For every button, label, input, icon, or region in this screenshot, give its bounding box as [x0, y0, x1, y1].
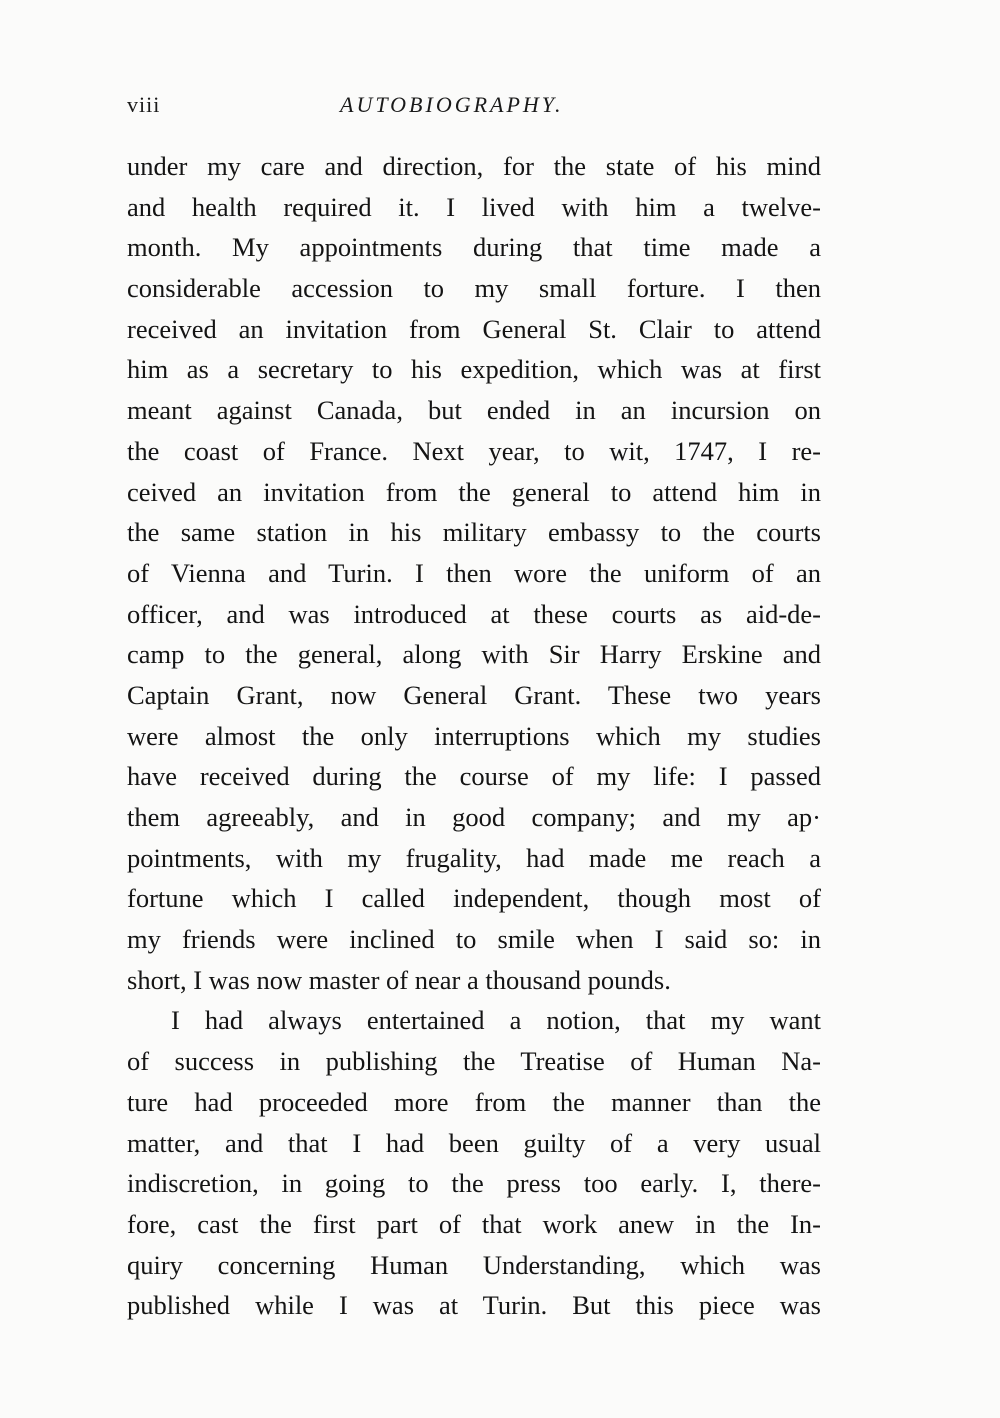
- text-line: the same station in his military embassy to the courts: [127, 517, 821, 548]
- text-line: camp to the general, along with Sir Harry Erskine and: [127, 639, 821, 670]
- text-line: indiscretion, in going to the press too early. I, there-: [127, 1168, 821, 1199]
- text-line: ceived an invitation from the general to attend him in: [127, 476, 821, 507]
- text-line: ture had proceeded more from the manner than the: [127, 1086, 821, 1117]
- text-line: published while I was at Turin. But this piece was: [127, 1290, 821, 1321]
- text-line: meant against Canada, but ended in an incursion on: [127, 395, 821, 426]
- text-line: of Vienna and Turin. I then wore the uniform of an: [127, 557, 821, 588]
- text-line: quiry concerning Human Understanding, which was: [127, 1249, 821, 1280]
- text-line: Captain Grant, now General Grant. These two years: [127, 679, 821, 710]
- text-line: my friends were inclined to smile when I said so: in: [127, 924, 821, 955]
- text-line: fore, cast the first part of that work anew in the In-: [127, 1208, 821, 1239]
- paragraph-end-line: short, I was now master of near a thousand pounds.: [127, 964, 671, 995]
- text-line: under my care and direction, for the state of his mind: [127, 151, 821, 181]
- text-line: and health required it. I lived with him a twelve-: [127, 191, 821, 222]
- text-line: have received during the course of my life: I passed: [127, 761, 821, 792]
- paragraph-start-line: I had always entertained a notion, that my want: [171, 1005, 821, 1036]
- text-line: them agreeably, and in good company; and my ap·: [127, 802, 821, 832]
- page-header: [127, 92, 821, 128]
- text-line: him as a secretary to his expedition, which was at first: [127, 354, 821, 385]
- page-number: viii: [127, 92, 161, 117]
- text-line: considerable accession to my small forture. I then: [127, 273, 821, 304]
- text-line: matter, and that I had been guilty of a very usual: [127, 1127, 821, 1158]
- text-line: officer, and was introduced at these courts as aid-de-: [127, 598, 821, 629]
- text-line: were almost the only interruptions which my studies: [127, 720, 821, 751]
- text-line: received an invitation from General St. Clair to attend: [127, 313, 821, 344]
- running-head: AUTOBIOGRAPHY.: [340, 92, 564, 117]
- text-line: of success in publishing the Treatise of Human Na-: [127, 1046, 821, 1077]
- text-line: fortune which I called independent, though most of: [127, 883, 821, 914]
- text-line: pointments, with my frugality, had made me reach a: [127, 842, 821, 873]
- text-line: month. My appointments during that time made a: [127, 232, 821, 263]
- text-line: the coast of France. Next year, to wit, 1747, I re-: [127, 435, 821, 466]
- body-text: [127, 146, 821, 1326]
